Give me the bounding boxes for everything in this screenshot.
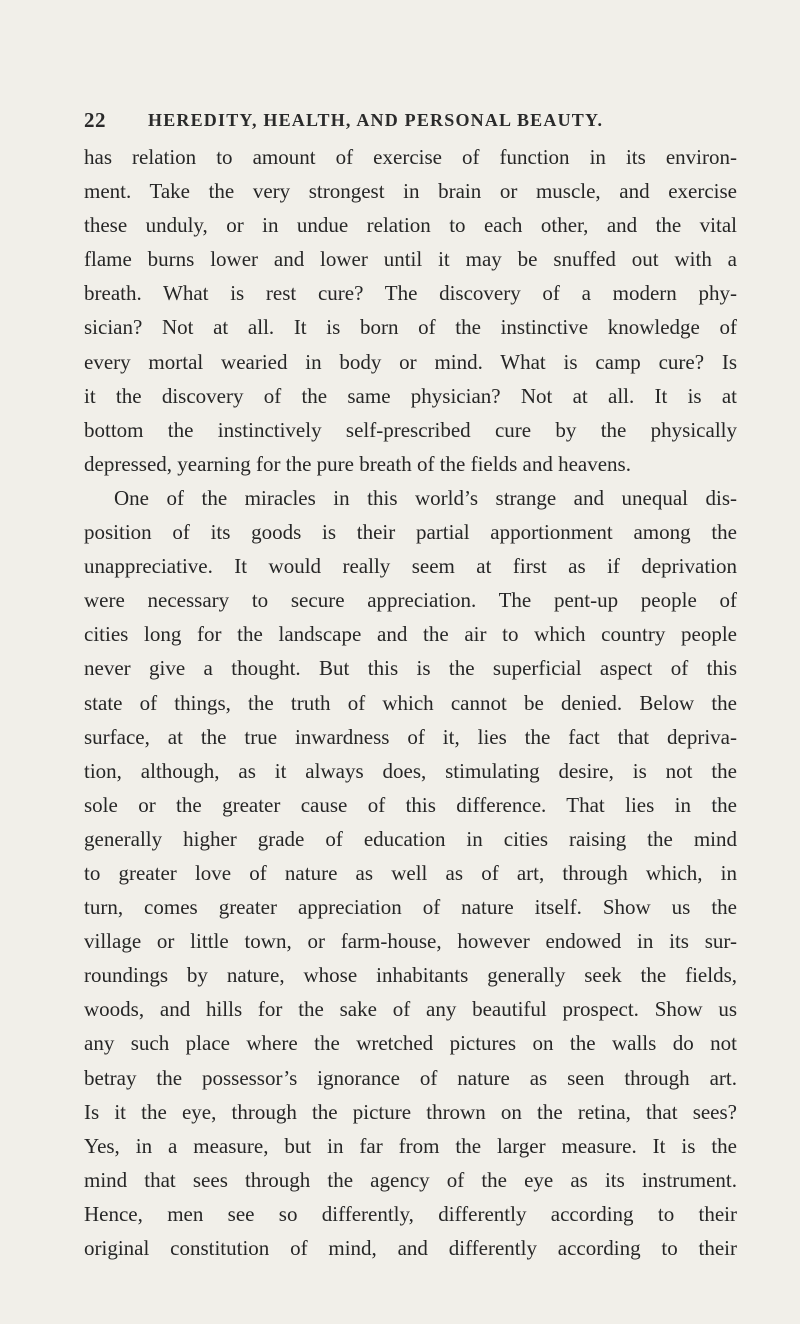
text-line: Yes, in a measure, but in far from the larger measure. It is the	[84, 1133, 737, 1158]
text-line: position of its goods is their partial apportionment among the	[84, 520, 737, 545]
text-line: flame burns lower and lower until it may be snuffed out with a	[84, 247, 737, 272]
text-line: has relation to amount of exercise of function in its environ-	[84, 145, 737, 169]
page-number: 22	[84, 108, 106, 132]
text-line: woods, and hills for the sake of any beautiful prospect. Show us	[84, 997, 737, 1022]
text-line: sole or the greater cause of this difference. That lies in the	[84, 792, 737, 817]
text-line: generally higher grade of education in cities raising the mind	[84, 826, 737, 851]
text-line: it the discovery of the same physician? Not at all. It is at	[84, 383, 737, 408]
text-line: depressed, yearning for the pure breath of the fields and heavens.	[84, 451, 631, 476]
text-line: original constitution of mind, and differently according to their	[84, 1236, 737, 1260]
text-line: turn, comes greater appreciation of nature itself. Show us the	[84, 895, 737, 920]
text-line: surface, at the true inwardness of it, lies the fact that depriva-	[84, 724, 737, 749]
body-text	[84, 140, 737, 1265]
text-line: village or little town, or farm-house, however endowed in its sur-	[84, 929, 737, 954]
text-line: Is it the eye, through the picture thrown on the retina, that sees?	[84, 1099, 737, 1124]
text-line: Hence, men see so differently, differently according to their	[84, 1201, 737, 1226]
text-line: betray the possessor’s ignorance of nature as seen through art.	[84, 1065, 737, 1090]
text-line: cities long for the landscape and the air to which country people	[84, 622, 737, 647]
text-line: were necessary to secure appreciation. The pent-up people of	[84, 588, 737, 613]
text-line: ment. Take the very strongest in brain or muscle, and exercise	[84, 179, 737, 204]
text-line: to greater love of nature as well as of art, through which, in	[84, 860, 737, 885]
text-line: unappreciative. It would really seem at first as if deprivation	[84, 554, 737, 579]
text-line: mind that sees through the agency of the eye as its instrument.	[84, 1167, 737, 1192]
text-line: sician? Not at all. It is born of the instinctive knowledge of	[84, 315, 737, 340]
paragraph-start-line: One of the miracles in this world’s strange and unequal dis-	[114, 485, 737, 510]
text-line: roundings by nature, whose inhabitants generally seek the fields,	[84, 963, 737, 988]
text-line: tion, although, as it always does, stimulating desire, is not the	[84, 758, 737, 783]
text-line: never give a thought. But this is the superficial aspect of this	[84, 656, 737, 681]
text-line: breath. What is rest cure? The discovery of a modern phy-	[84, 281, 737, 306]
text-line: state of things, the truth of which cannot be denied. Below the	[84, 690, 737, 715]
text-line: these unduly, or in undue relation to each other, and the vital	[84, 213, 737, 238]
text-line: bottom the instinctively self-prescribed cure by the physically	[84, 417, 737, 442]
text-line: any such place where the wretched pictures on the walls do not	[84, 1031, 737, 1056]
text-line: every mortal wearied in body or mind. What is camp cure? Is	[84, 349, 737, 374]
running-head-title: HEREDITY, HEALTH, AND PERSONAL BEAUTY.	[148, 110, 604, 130]
